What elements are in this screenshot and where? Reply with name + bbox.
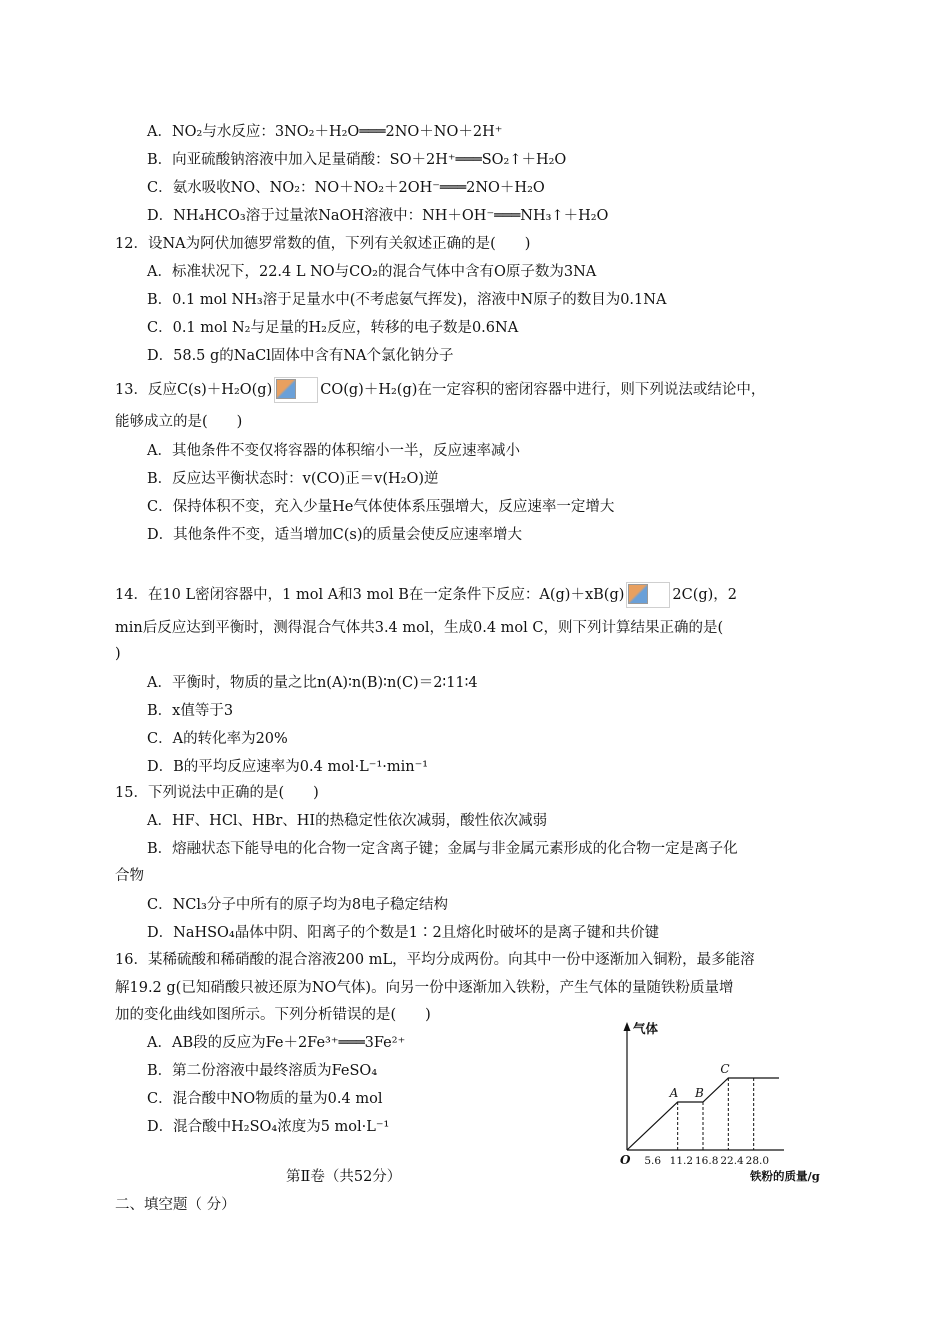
q14-option-c: C．A的转化率为20% [147,731,288,747]
q16-option-c: C．混合酸中NO物质的量为0.4 mol [147,1091,383,1107]
q14-option-d: D．B的平均反应速率为0.4 mol·L⁻¹·min⁻¹ [147,759,429,775]
q14-stem-cont1: min后反应达到平衡时，测得混合气体共3.4 mol，生成0.4 mol C，则下列计算结果正确的是( [115,620,724,636]
q15-option-d: D．NaHSO₄晶体中阴、阳离子的个数是1∶2且熔化时破坏的是离子键和共价键 [147,925,660,941]
q15-option-c: C．NCl₃分子中所有的原子均为8电子稳定结构 [147,897,449,913]
x-tick-label-2: 16.8 [695,1155,719,1167]
point-label-B: B [695,1086,704,1100]
q16-option-a: A．AB段的反应为Fe＋2Fe³⁺═══3Fe²⁺ [147,1035,406,1051]
q11-option-d: D．NH₄HCO₃溶于过量浓NaOH溶液中：NH＋OH⁻═══NH₃↑＋H₂O [147,208,609,224]
q14-stem-cont2: ) [115,646,121,662]
x-tick-label-4: 28.0 [745,1155,770,1167]
iron-powder-gas-chart [612,1018,827,1183]
q14-stem-pre: 14．在10 L密闭容器中，1 mol A和3 mol B在一定条件下反应：A(g)＋xB(g) [115,587,625,603]
x-tick-label-3: 22.4 [720,1155,744,1167]
y-axis-label: 气体 [633,1021,659,1036]
q16-stem-cont1: 解19.2 g(已知硝酸只被还原为NO气体)。向另一份中逐渐加入铁粉，产生气体的量随铁粉质量增 [115,980,734,996]
x-tick-label-0: 5.6 [644,1155,662,1167]
q15-stem: 15．下列说法中正确的是( ) [115,785,319,801]
origin-label: O [620,1153,631,1167]
q14-option-a: A．平衡时，物质的量之比n(A)∶n(B)∶n(C)＝2∶11∶4 [147,675,478,691]
x-tick-label-1: 11.2 [669,1155,694,1167]
q12-option-b: B．0.1 mol NH₃溶于足量水中(不考虑氨气挥发)，溶液中N原子的数目为0.1NA [147,292,667,308]
q16-option-d: D．混合酸中H₂SO₄浓度为5 mol·L⁻¹ [147,1119,390,1135]
q13-option-d: D．其他条件不变，适当增加C(s)的质量会使反应速率增大 [147,527,522,543]
q14-stem [115,582,737,608]
q13-stem [115,377,765,403]
q13-option-b: B．反应达平衡状态时：v(CO)正＝v(H₂O)逆 [147,471,439,487]
q13-stem-pre: 13．反应C(s)＋H₂O(g) [115,382,273,398]
q11-option-a: A．NO₂与水反应：3NO₂＋H₂O═══2NO＋NO＋2H⁺ [147,124,503,140]
y-axis-arrow-icon [624,1022,631,1031]
q16-option-b: B．第二份溶液中最终溶质为FeSO₄ [147,1063,378,1079]
q11-option-b: B．向亚硫酸钠溶液中加入足量硝酸：SO＋2H⁺═══SO₂↑＋H₂O [147,152,567,168]
part-two-title: 第Ⅱ卷（共52分） [286,1169,402,1185]
q16-stem: 16．某稀硫酸和稀硝酸的混合溶液200 mL，平均分成两份。向其中一份中逐渐加入铜粉，最多能溶 [115,952,755,968]
point-label-C: C [720,1062,730,1076]
point-label-A: A [669,1086,679,1100]
x-axis-label: 铁粉的质量/g [750,1169,820,1183]
q15-option-b-cont: 合物 [115,868,144,884]
q16-stem-cont2: 加的变化曲线如图所示。下列分析错误的是( ) [115,1007,431,1023]
q12-stem: 12．设NA为阿伏加德罗常数的值，下列有关叙述正确的是( ) [115,236,531,252]
q13-option-c: C．保持体积不变，充入少量He气体使体系压强增大，反应速率一定增大 [147,499,615,515]
q13-stem-post: CO(g)＋H₂(g)在一定容积的密闭容器中进行，则下列说法或结论中， [320,382,766,398]
q12-option-d: D．58.5 g的NaCl固体中含有NA个氯化钠分子 [147,348,454,364]
section-two-title: 二、填空题（ 分） [115,1197,236,1213]
q14-option-b: B．x值等于3 [147,703,234,719]
q11-option-c: C．氨水吸收NO、NO₂：NO＋NO₂＋2OH⁻═══2NO＋H₂O [147,180,545,196]
q14-stem-post: 2C(g)，2 [672,587,738,603]
q15-option-b: B．熔融状态下能导电的化合物一定含离子键；金属与非金属元素形成的化合物一定是离子化 [147,841,738,857]
q13-stem-cont: 能够成立的是( ) [115,414,243,430]
reversible-arrow-image-icon [274,377,318,403]
reversible-arrow-image-icon [626,582,670,608]
q15-option-a: A．HF、HCl、HBr、HI的热稳定性依次减弱，酸性依次减弱 [147,813,548,829]
q12-option-c: C．0.1 mol N₂与足量的H₂反应，转移的电子数是0.6NA [147,320,519,336]
q12-option-a: A．标准状况下，22.4 L NO与CO₂的混合气体中含有O原子数为3NA [147,264,597,280]
q13-option-a: A．其他条件不变仅将容器的体积缩小一半，反应速率减小 [147,443,520,459]
